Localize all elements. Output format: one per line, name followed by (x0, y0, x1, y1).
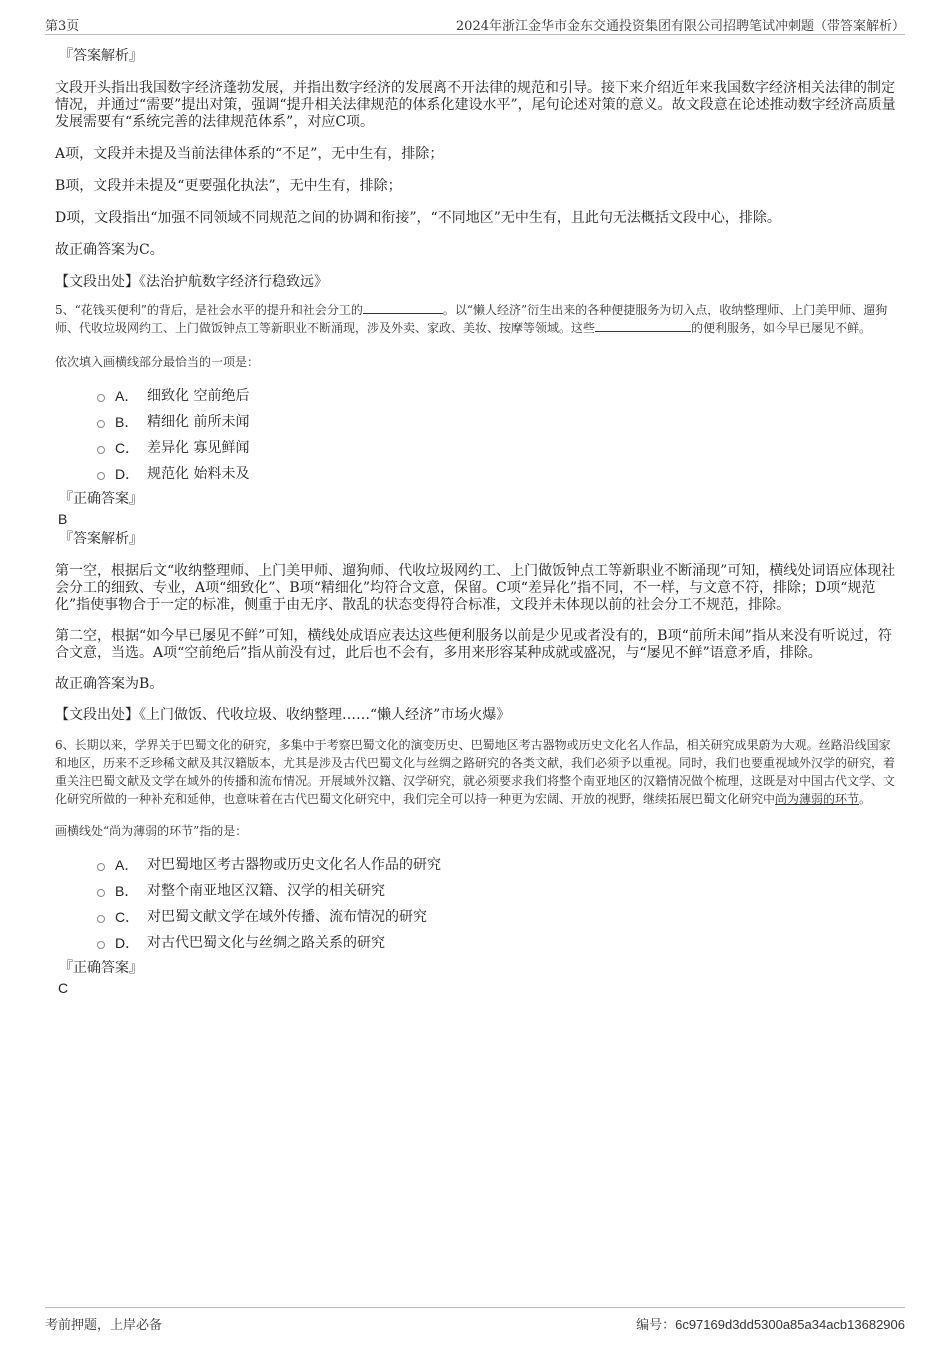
q4-conclusion: 故正确答案为C。 (55, 242, 164, 258)
q5-option-d[interactable]: D． 规范化 始料未及 (97, 461, 900, 487)
q5-answer: B (58, 511, 68, 527)
q5-options (55, 383, 900, 487)
q5-source-label: 【文段出处】 (55, 707, 139, 723)
q6-text: 长期以来，学界关于巴蜀文化的研究，多集中于考察巴蜀文化的演变历史、巴蜀地区考古器物或历史文化名人作品，相关研究成果蔚为大观。丝路沿线国家和地区，历来不乏珍稀文献及其汉籍版本，尤其是涉及古代巴蜀文化与丝绸之路研究的各类文献，我们必须予以重视。同时，我们也要重视域外汉学的研究，着重关注巴蜀文献及文学在域外的传播和流布情况。开展域外汉籍、汉学研究，就必须要求我们将整个南亚地区的汉籍情况做个梳理，这既是对中国古代文学、文化研究所做的一种补充和延伸，也意味着在古代巴蜀文化研究中，我们完全可以持一种更为宏阔、开放的视野，继续拓展巴蜀文化研究中 (55, 738, 896, 806)
q6-number: 6、 (55, 738, 75, 752)
q6-option-a[interactable]: A． 对巴蜀地区考古器物或历史文化名人作品的研究 (97, 852, 900, 878)
q5-text-part2: 。以“懒人经济”衍生出来的各种便捷服务为切入点，收纳整理师、上门美甲师、遛狗师、代收垃圾网约工、上门做饭钟点工等新职业不断涌现，涉及外卖、家政、美妆、按摩等领域。这些 (55, 303, 888, 335)
q5-text-part3: 的便利服务，如今早已屡见不鲜。 (691, 321, 872, 335)
q5-source (55, 706, 900, 724)
q5-analysis-blank-2: 第二空，根据“如今早已屡见不鲜”可知，横线处成语应表达这些便利服务以前是少见或者没有的，B项“前所未闻”指从来没有听说过，符合文意，当选。A项“空前绝后”指从前没有过，此后也不会有，多用来形容某种成就或盛况，与“屡见不鲜”语意矛盾，排除。 (55, 628, 892, 661)
footer-code-value: 6c97169d3dd5300a85a34acb13682906 (675, 1317, 905, 1332)
page-footer (45, 1307, 905, 1333)
page-content (55, 44, 900, 998)
q4-analysis-option-d: D项，文段指出“加强不同领域不同规范之间的协调和衔接”，“不同地区”无中生有，且此句无法概括文段中心，排除。 (55, 210, 781, 226)
q5-analysis-label: 『答案解析』 (59, 531, 143, 547)
q6-option-d[interactable]: D． 对古代巴蜀文化与丝绸之路关系的研究 (97, 930, 900, 956)
q6-option-b[interactable]: B． 对整个南亚地区汉籍、汉学的相关研究 (97, 878, 900, 904)
footer-slogan: 考前押题，上岸必备 (45, 1318, 163, 1333)
q5-question (55, 301, 900, 337)
q5-option-c[interactable]: C． 差异化 寡见鲜闻 (97, 435, 900, 461)
q6-answer-label: 『正确答案』 (59, 960, 143, 976)
radio-icon[interactable] (97, 941, 105, 949)
q4-analysis-label: 『答案解析』 (59, 48, 143, 64)
q6-prompt: 画横线处“尚为薄弱的环节”指的是： (55, 824, 248, 838)
q5-conclusion: 故正确答案为B。 (55, 676, 164, 692)
document-title: 2024年浙江金华市金东交通投资集团有限公司招聘笔试冲刺题（带答案解析） (455, 19, 905, 34)
q5-option-b[interactable]: B． 精细化 前所未闻 (97, 409, 900, 435)
q5-text-part1: “花钱买便利”的背后，是社会水平的提升和社会分工的 (74, 303, 363, 317)
q5-answer-label: 『正确答案』 (59, 491, 143, 507)
radio-icon[interactable] (97, 889, 105, 897)
q5-blank-1 (363, 301, 443, 314)
q5-source-title: 《上门做饭、代收垃圾、收纳整理……“懒人经济”市场火爆》 (139, 707, 511, 723)
q5-prompt: 依次填入画横线部分最恰当的一项是： (55, 355, 260, 369)
q6-option-c[interactable]: C． 对巴蜀文献文学在域外传播、流布情况的研究 (97, 904, 900, 930)
q5-number: 5、 (55, 303, 75, 317)
radio-icon[interactable] (97, 863, 105, 871)
q4-analysis-option-b: B项，文段并未提及“更要强化执法”，无中生有，排除； (55, 178, 402, 194)
q6-options (55, 852, 900, 956)
q6-underlined-phrase: 尚为薄弱的环节 (775, 792, 860, 806)
q5-option-a[interactable]: A． 细致化 空前绝后 (97, 383, 900, 409)
q5-analysis-blank-1: 第一空，根据后文“收纳整理师、上门美甲师、遛狗师、代收垃圾网约工、上门做饭钟点工等新职业不断涌现”可知，横线处词语应体现社会分工的细致、专业，A项“细致化”、B项“精细化”均符合文意，保留。C项“差异化”指不同，不一样，与文意不符，排除；D项“规范化”指使事物合于一定的标准，侧重于由无序、散乱的状态变得符合标准，文段并未体现以前的社会分工不规范，排除。 (55, 563, 896, 613)
footer-code (636, 1314, 905, 1333)
q6-question (55, 736, 900, 808)
radio-icon[interactable] (97, 446, 105, 454)
page-header (45, 12, 905, 35)
footer-code-label: 编号： (636, 1318, 676, 1333)
radio-icon[interactable] (97, 915, 105, 923)
q4-source (55, 273, 900, 291)
q6-text-end: 。 (859, 792, 872, 806)
q4-source-title: 《法治护航数字经济行稳致远》 (139, 274, 328, 290)
page-number: 第3页 (45, 19, 80, 34)
q5-blank-2 (595, 319, 691, 332)
radio-icon[interactable] (97, 472, 105, 480)
radio-icon[interactable] (97, 394, 105, 402)
radio-icon[interactable] (97, 420, 105, 428)
q6-answer: C (58, 980, 69, 996)
q4-analysis-paragraph: 文段开头指出我国数字经济蓬勃发展，并指出数字经济的发展离不开法律的规范和引导。接下来介绍近年来我国数字经济相关法律的制定情况，并通过“需要”提出对策，强调“提升相关法律规范的体系化建设水平”，尾句论述对策的意义。故文段意在论述推动数字经济高质量发展需要有“系统完善的法律规范体系”，对应C项。 (55, 80, 896, 130)
q4-source-label: 【文段出处】 (55, 274, 139, 290)
q4-analysis-option-a: A项，文段并未提及当前法律体系的“不足”，无中生有，排除； (55, 146, 444, 162)
